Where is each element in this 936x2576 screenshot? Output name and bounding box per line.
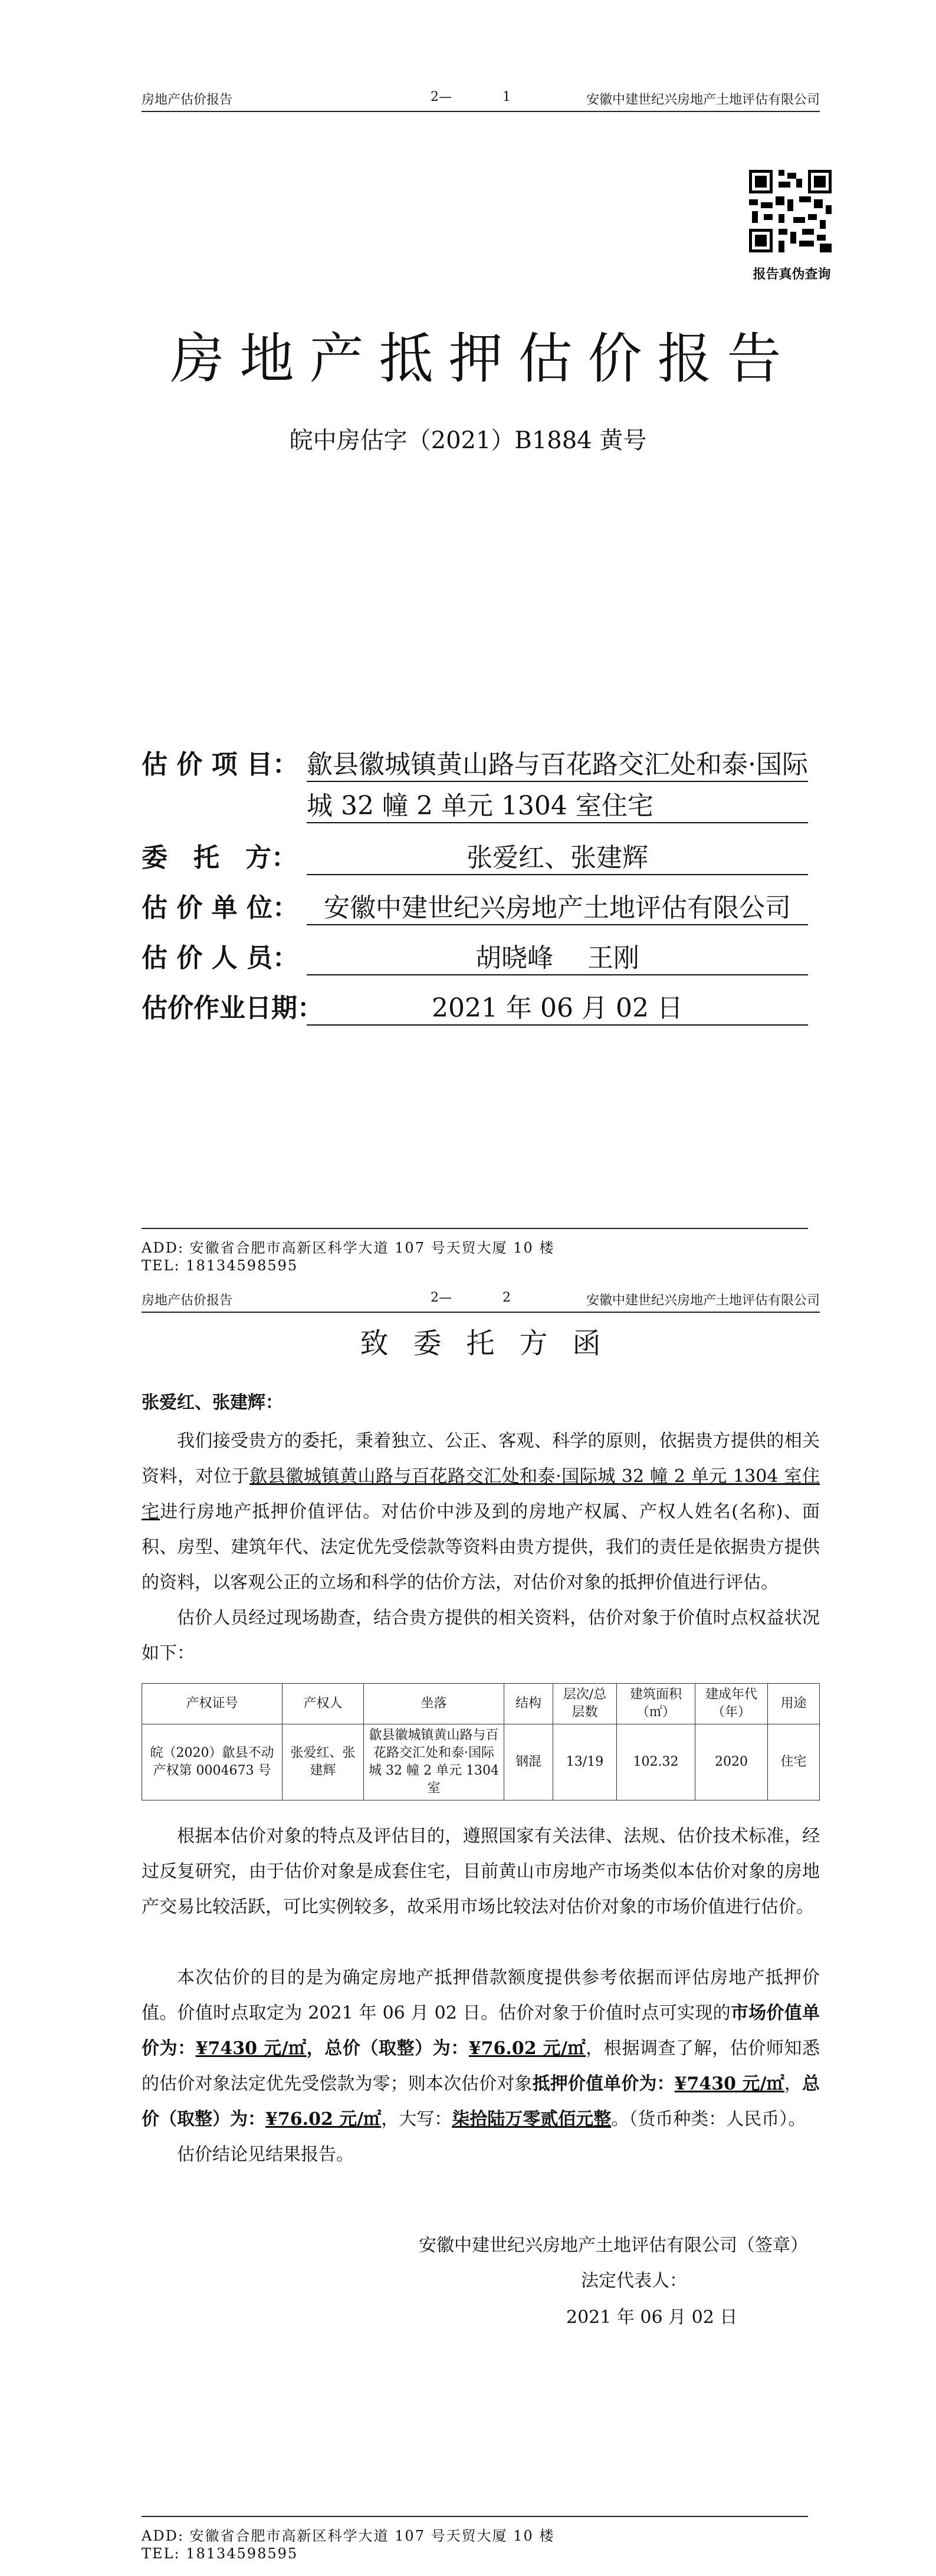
signature-representative: 法定代表人： [581,2271,687,2291]
table-row [142,1724,820,1800]
field-project-value-2: 城 32 幢 2 单元 1304 室住宅 [307,784,808,823]
paragraph-3: 根据本估价对象的特点及评估目的，遵照国家有关法律、法规、估价技术标准，经过反复研究，由于估价对象是成套住宅，目前黄山市房地产市场类似本估价对象的房地产交易比较活跃，可比实例较多，故采用市场比较法对估价对象的市场价值进行估价。 [142,1826,820,1917]
table-cell: 歙县徽城镇黄山路与百花路交汇处和泰·国际城 32 幢 2 单元 1304 室 [364,1724,504,1800]
header-num: 2 [503,1290,511,1305]
letter-page [0,1288,936,2576]
p4-text-d: ，大写： [381,2109,452,2130]
page-header [142,1288,820,1313]
p1-text-a: 我们接受贵方的委托，秉着独立、公正、客观、科学的原则，依据贵方提供的相关资料，对位于 [142,1431,820,1487]
paragraph-4: 本次估价的目的是为确定房地产抵押借款额度提供参考依据而评估房地产抵押价值。价值时点取定为 2021 年 06 月 02 日。估价对象于价值时点可实现的市场价值单价为：¥7430 元/㎡，总价（取整）为：¥76.02 元/㎡，根据调查了解，估价师知悉的估价对象法定优先受偿款为零；则本次估价对象抵押价值单价为：¥7430 元/㎡，总价（取整）为：¥76.02 元/㎡，大写：柒拾陆万零贰佰元整。（货币种类：人民币）。 [142,1967,820,2130]
footer-address: ADD: 安徽省合肥市高新区科学大道 107 号天贸大厦 10 楼 [142,1240,555,1256]
p4-market-total: ¥76.02 元/㎡ [468,2038,586,2059]
header-page: 2— [431,90,452,104]
table-header: 产权人 [283,1684,364,1724]
field-date [142,987,808,1026]
footer-rule [142,1228,808,1229]
footer-address: ADD: 安徽省合肥市高新区科学大道 107 号天贸大厦 10 楼 [142,2528,555,2544]
document-number: 皖中房估字（2021）B1884 黄号 [289,427,647,454]
salutation: 张爱红、张建辉： [142,1392,283,1413]
field-unit-label: 估 价 单 位： [142,893,298,923]
report-title: 房地产抵押估价报告 [170,327,797,390]
field-project-label: 估 价 项 目： [142,750,298,780]
p4-market-label: 市场价值单价为： [142,2003,820,2059]
field-appraisers-value: 胡晓峰 王刚 [307,937,808,975]
table-header: 用途 [768,1684,820,1724]
table-cell: 2020 [695,1724,768,1800]
p1-text-b: 进行房地产抵押价值评估。对估价中涉及到的房地产权属、产权人姓名(名称)、面积、房型、建筑年代、法定优先受偿款等资料由贵方提供，我们的责任是依据贵方提供的资料，以客观公正的立场和科学的估价方法，对估价对象的抵押价值进行评估。 [142,1501,820,1593]
header-right: 安徽中建世纪兴房地产土地评估有限公司 [586,93,820,107]
field-appraisers [142,937,808,975]
table-header: 建成年代（年） [695,1684,768,1724]
table-header: 结构 [504,1684,553,1724]
header-right: 安徽中建世纪兴房地产土地评估有限公司 [586,1293,820,1308]
header-left: 房地产估价报告 [142,1293,233,1308]
p4-mortgage-unit: ¥7430 元/㎡ [674,2074,784,2094]
table-header: 坐落 [364,1684,504,1724]
header-left: 房地产估价报告 [142,93,233,107]
p4-total-label: ，总价（取整）为： [306,2038,469,2059]
page-header [142,87,820,112]
table-header: 层次/总层数 [553,1684,617,1724]
table-header-row [142,1684,820,1724]
qr-code-icon[interactable] [749,170,832,252]
letter-title: 致委托方函 [360,1327,626,1360]
field-client [142,836,808,875]
field-project [142,743,808,782]
table-cell: 皖（2020）歙县不动产权第 0004673 号 [142,1724,283,1800]
table-header: 产权证号 [142,1684,283,1724]
p4-mortgage-total: ¥76.02 元/㎡ [265,2109,382,2130]
footer-tel: TEL: 18134598595 [142,1257,298,1274]
paragraph-5: 估价结论见结果报告。 [177,2144,354,2165]
footer-tel: TEL: 18134598595 [142,2545,298,2562]
paragraph-1 [142,1424,820,1601]
p4-text-e: 。（货币种类：人民币）。 [611,2109,806,2130]
signature-date: 2021 年 06 月 02 日 [566,2307,738,2328]
p4-market-unit: ¥7430 元/㎡ [195,2038,307,2059]
table-cell: 住宅 [768,1724,820,1800]
p4-mortgage-label: 抵押价值单价为： [532,2074,675,2094]
field-appraisers-label: 估 价 人 员： [142,943,298,973]
field-date-label: 估价作业日期： [142,993,323,1023]
table-cell: 张爱红、张建辉 [283,1724,364,1800]
field-unit-value: 安徽中建世纪兴房地产土地评估有限公司 [307,886,808,925]
header-page: 2— [431,1290,452,1305]
field-date-value: 2021 年 06 月 02 日 [307,987,808,1026]
p4-text-a: 本次估价的目的是为确定房地产抵押借款额度提供参考依据而评估房地产抵押价值。价值时点取定为 2021 年 06 月 02 日。估价对象于价值时点可实现的 [142,1967,820,2023]
property-table [142,1683,820,1800]
p1-address: 歙县徽城镇黄山路与百花路交汇处和泰·国际城 32 幢 2 单元 1304 室住宅 [142,1466,820,1522]
field-unit [142,886,808,925]
p4-text-c: ，根据调查了解，估价师知悉的估价对象法定优先受偿款为零；则本次估价对象 [142,2038,820,2094]
header-num: 1 [503,90,511,104]
footer-rule [142,2516,808,2517]
table-header: 建筑面积（㎡） [617,1684,695,1724]
paragraph-2: 估价人员经过现场勘查，结合贵方提供的相关资料，估价对象于价值时点权益状况如下： [142,1608,820,1664]
field-project-value-1: 歙县徽城镇黄山路与百花路交汇处和泰·国际 [307,743,808,782]
table-cell: 13/19 [553,1724,617,1800]
field-project-cont [307,784,808,823]
signature-company: 安徽中建世纪兴房地产土地评估有限公司（签章） [419,2235,808,2256]
field-client-value: 张爱红、张建辉 [307,836,808,875]
qr-caption: 报告真伪查询 [753,267,831,282]
p4-mortgage-total-label: 总价（取整）为： [142,2074,820,2130]
table-cell: 102.32 [617,1724,695,1800]
table-cell: 钢混 [504,1724,553,1800]
field-client-label: 委 托 方： [142,843,297,873]
p4-amount-capital: 柒拾陆万零贰佰元整 [452,2109,612,2130]
